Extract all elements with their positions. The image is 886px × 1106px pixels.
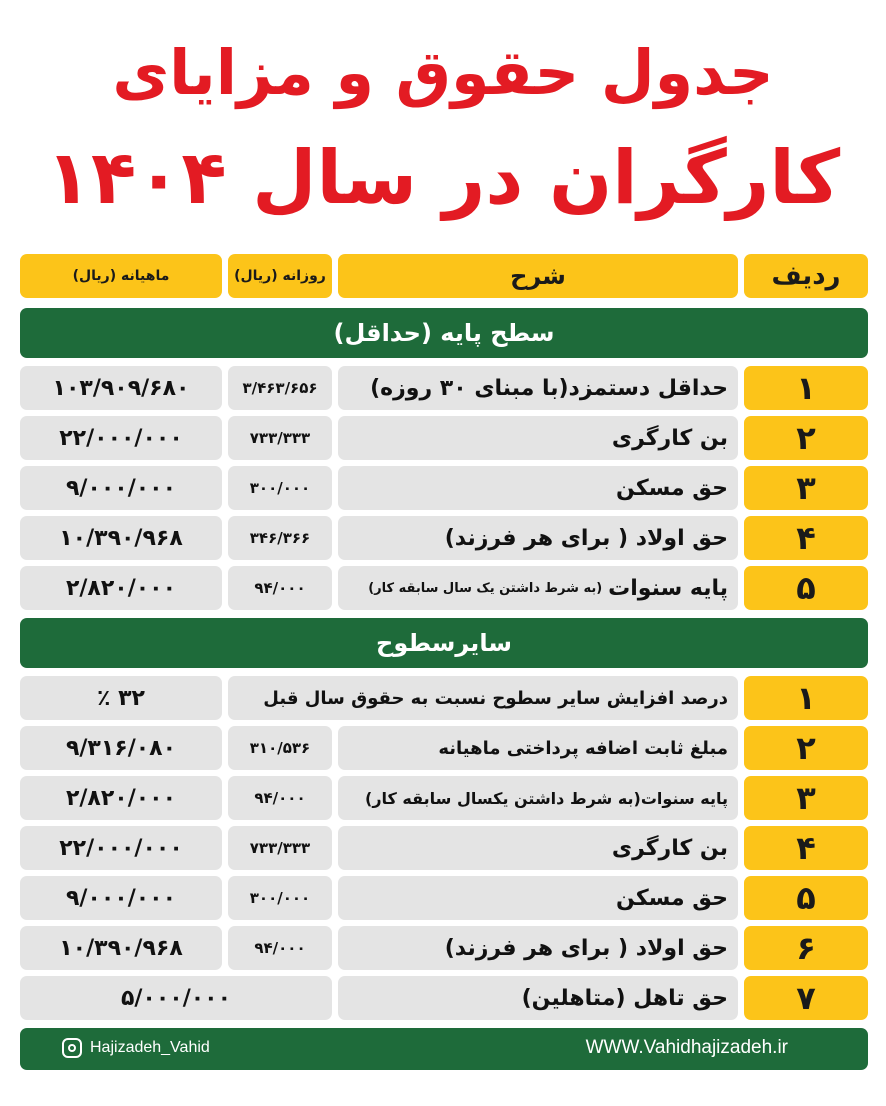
row-description-note: (به شرط داشتن یک سال سابقه کار) — [368, 580, 603, 596]
row-number: ۱ — [744, 366, 868, 410]
row-daily-value: ۳۰۰/۰۰۰ — [228, 876, 332, 920]
row-daily-value: ۳/۴۶۳/۶۵۶ — [228, 366, 332, 410]
section-other-levels-banner: سایرسطوح — [20, 618, 868, 668]
row-description: حق تاهل (متاهلین) — [338, 976, 738, 1020]
poster-title-line-2: کارگران در سال ۱۴۰۴ — [45, 135, 841, 221]
row-number: ۴ — [744, 516, 868, 560]
header-monthly: ماهیانه (ریال) — [20, 254, 222, 298]
row-number: ۳ — [744, 466, 868, 510]
row-number: ۷ — [744, 976, 868, 1020]
row-description — [338, 566, 738, 610]
row-monthly-value: ۱۰/۳۹۰/۹۶۸ — [20, 926, 222, 970]
row-monthly-value: ۹/۰۰۰/۰۰۰ — [20, 876, 222, 920]
row-description: بن کارگری — [338, 826, 738, 870]
row-daily-value: ۹۴/۰۰۰ — [228, 566, 332, 610]
row-daily-value: ۹۴/۰۰۰ — [228, 926, 332, 970]
instagram-icon — [62, 1038, 82, 1058]
header-row-number: ردیف — [744, 254, 868, 298]
website-link[interactable]: WWW.Vahidhajizadeh.ir — [585, 1037, 788, 1058]
row-daily-value: ۷۳۳/۳۳۳ — [228, 826, 332, 870]
row-number: ۱ — [744, 676, 868, 720]
row-description: مبلغ ثابت اضافه پرداختی ماهیانه — [338, 726, 738, 770]
header-daily: روزانه (ریال) — [228, 254, 332, 298]
row-number: ۴ — [744, 826, 868, 870]
footer-bar — [20, 1028, 868, 1070]
row-monthly-value: ۱۰۳/۹۰۹/۶۸۰ — [20, 366, 222, 410]
section-base-level-banner: سطح پایه (حداقل) — [20, 308, 868, 358]
row-number: ۶ — [744, 926, 868, 970]
row-description: بن کارگری — [338, 416, 738, 460]
row-description: حق اولاد ( برای هر فرزند) — [338, 926, 738, 970]
row-monthly-value: ۲/۸۲۰/۰۰۰ — [20, 566, 222, 610]
row-monthly-value: ۹/۳۱۶/۰۸۰ — [20, 726, 222, 770]
row-daily-value: ۹۴/۰۰۰ — [228, 776, 332, 820]
row-description: حق اولاد ( برای هر فرزند) — [338, 516, 738, 560]
row-monthly-value: ۲۲/۰۰۰/۰۰۰ — [20, 826, 222, 870]
row-description: حداقل دستمزد(با مبنای ۳۰ روزه) — [338, 366, 738, 410]
row-percent-value: ٪ ۳۲ — [20, 676, 222, 720]
row-description-main: پایه سنوات — [608, 575, 728, 601]
row-monthly-value: ۵/۰۰۰/۰۰۰ — [20, 976, 332, 1020]
row-description: حق مسکن — [338, 466, 738, 510]
row-number: ۵ — [744, 876, 868, 920]
row-daily-value: ۳۰۰/۰۰۰ — [228, 466, 332, 510]
row-daily-value: ۷۳۳/۳۳۳ — [228, 416, 332, 460]
poster-title-line-1: جدول حقوق و مزایای — [112, 36, 774, 109]
row-number: ۵ — [744, 566, 868, 610]
header-description: شرح — [338, 254, 738, 298]
row-monthly-value: ۲۲/۰۰۰/۰۰۰ — [20, 416, 222, 460]
row-number: ۲ — [744, 726, 868, 770]
row-number: ۲ — [744, 416, 868, 460]
row-monthly-value: ۱۰/۳۹۰/۹۶۸ — [20, 516, 222, 560]
row-description: حق مسکن — [338, 876, 738, 920]
row-number: ۳ — [744, 776, 868, 820]
row-monthly-value: ۲/۸۲۰/۰۰۰ — [20, 776, 222, 820]
row-daily-value: ۳۱۰/۵۳۶ — [228, 726, 332, 770]
row-description: درصد افزایش سایر سطوح نسبت به حقوق سال قبل — [228, 676, 738, 720]
instagram-handle[interactable]: Hajizadeh_Vahid — [90, 1039, 210, 1056]
row-monthly-value: ۹/۰۰۰/۰۰۰ — [20, 466, 222, 510]
row-daily-value: ۳۴۶/۳۶۶ — [228, 516, 332, 560]
row-description: پایه سنوات(به شرط داشتن یکسال سابقه کار) — [338, 776, 738, 820]
